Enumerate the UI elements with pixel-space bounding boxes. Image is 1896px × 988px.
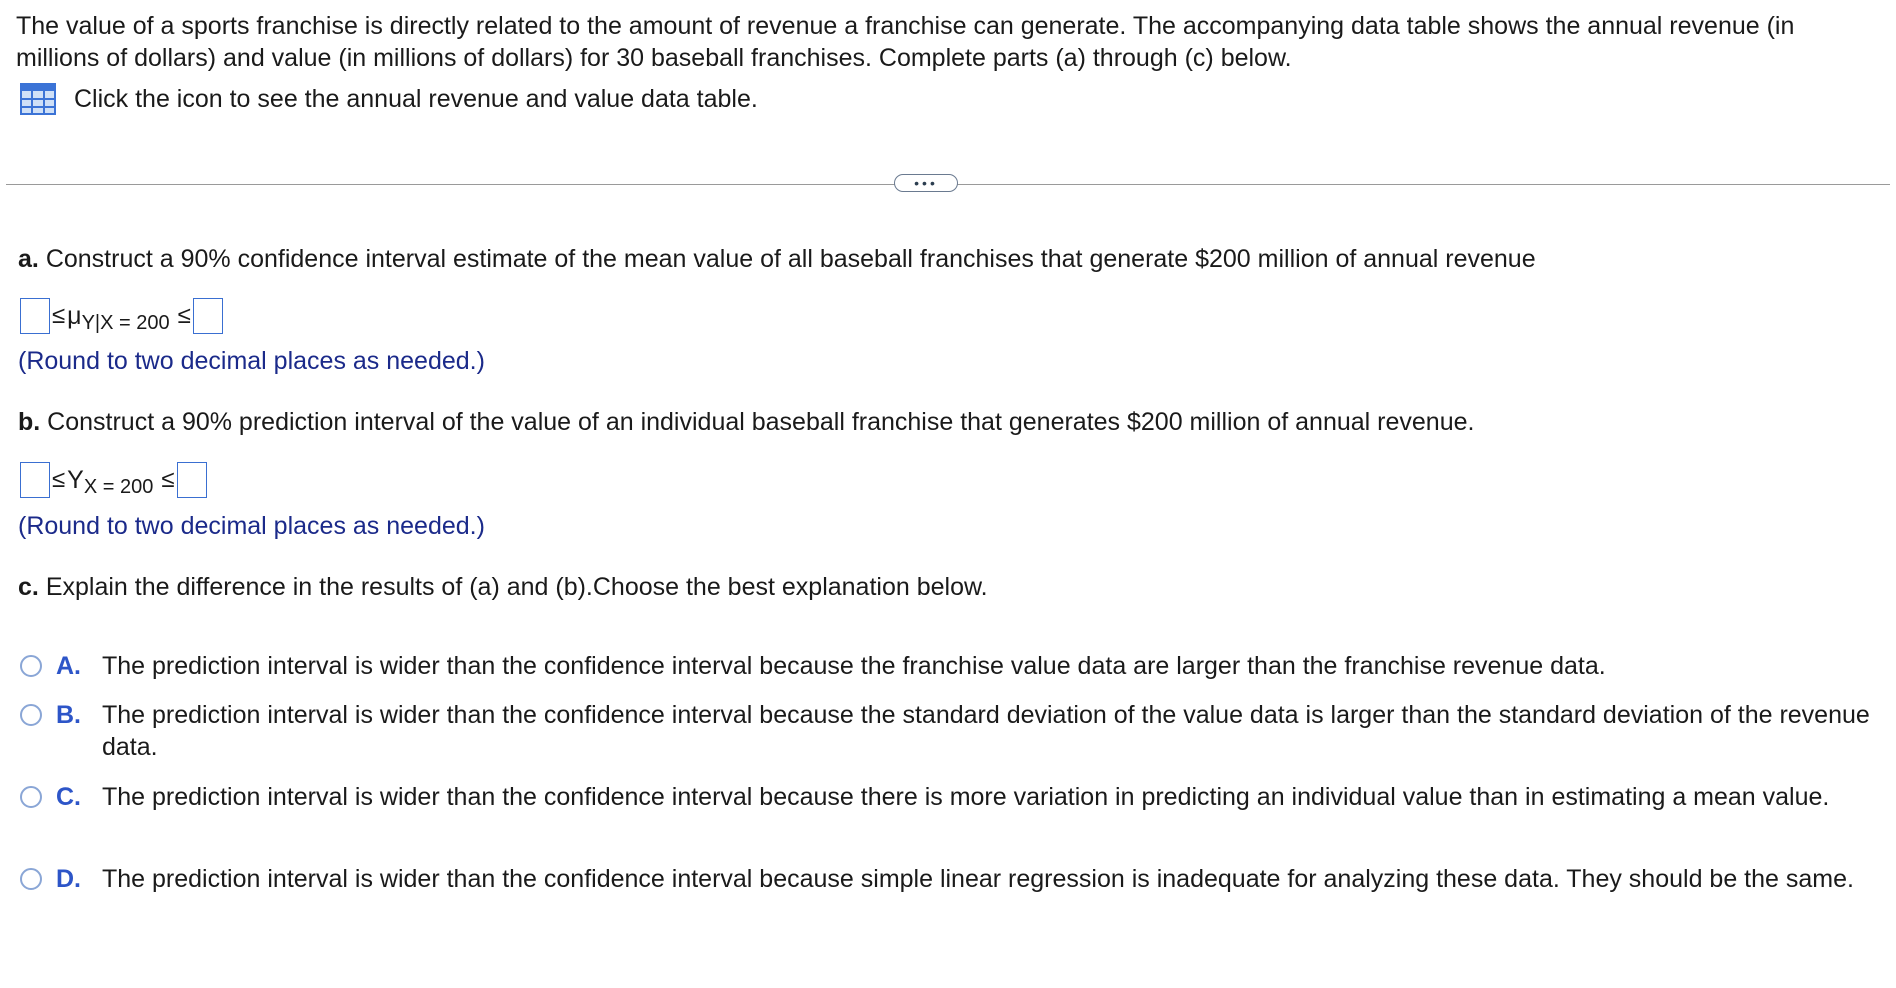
option-text: The prediction interval is wider than the confidence interval because simple linear regression is inadequate for analyzing these data. They should be the same. [102,865,1854,893]
part-a-upper-input[interactable] [193,298,223,334]
radio-button[interactable] [20,786,42,808]
part-a-label: a. [18,245,39,273]
part-c-text: Explain the difference in the results of (a) and (b).Choose the best explanation below. [45,573,988,601]
option-letter: B. [56,701,81,729]
mu-symbol: μ [67,301,82,330]
option-c[interactable] [20,781,1870,813]
leq-symbol: ≤ [52,302,66,329]
option-text: The prediction interval is wider than the confidence interval because there is more variation in predicting an individual value than in estimating a mean value. [102,783,1830,811]
option-text: The prediction interval is wider than the confidence interval because the standard deviation of the value data is larger than the standard deviation of the revenue data. [102,701,1870,761]
problem-statement: The value of a sports franchise is directly related to the amount of revenue a franchise can generate. The accompanying data table shows the annual revenue (in millions of dollars) and value (in millions of dollars) for 30 baseball franchises. Complete parts (a) through (c) below. [16,12,1795,72]
part-a-text: Construct a 90% confidence interval estimate of the mean value of all baseball franchises that generate $200 million of annual revenue [45,245,1536,273]
y-symbol: Y [67,465,84,494]
option-a[interactable] [20,650,1870,682]
option-letter: D. [56,865,81,893]
part-b-label: b. [18,408,41,436]
mu-subscript: Y|X = 200 [81,311,170,334]
expand-more-button[interactable]: ••• [894,174,958,192]
part-a-lower-input[interactable] [20,298,50,334]
part-b-text: Construct a 90% prediction interval of the value of an individual baseball franchise that generates $200 million of annual revenue. [47,408,1475,436]
leq-symbol: ≤ [52,466,66,493]
part-b-lower-input[interactable] [20,462,50,498]
leq-symbol: ≤ [161,466,175,493]
part-a-interval [20,298,223,334]
radio-button[interactable] [20,655,42,677]
option-letter: A. [56,652,81,680]
data-table-link[interactable] [20,83,758,115]
part-c-label: c. [18,573,39,601]
option-letter: C. [56,783,81,811]
part-b-interval [20,462,207,498]
radio-button[interactable] [20,704,42,726]
part-a-hint: (Round to two decimal places as needed.) [18,347,485,375]
part-c-question [18,571,988,603]
part-b-upper-input[interactable] [177,462,207,498]
part-a-question [18,243,1536,275]
table-grid-icon[interactable] [20,83,56,115]
leq-symbol: ≤ [177,302,191,329]
part-b-hint: (Round to two decimal places as needed.) [18,512,485,540]
data-table-link-text[interactable]: Click the icon to see the annual revenue and value data table. [74,84,758,113]
y-subscript: X = 200 [83,475,154,498]
radio-button[interactable] [20,868,42,890]
option-text: The prediction interval is wider than the confidence interval because the franchise value data are larger than the franchise revenue data. [102,652,1606,680]
option-b[interactable] [20,699,1870,763]
part-b-question [18,406,1474,438]
option-d[interactable] [20,863,1870,895]
